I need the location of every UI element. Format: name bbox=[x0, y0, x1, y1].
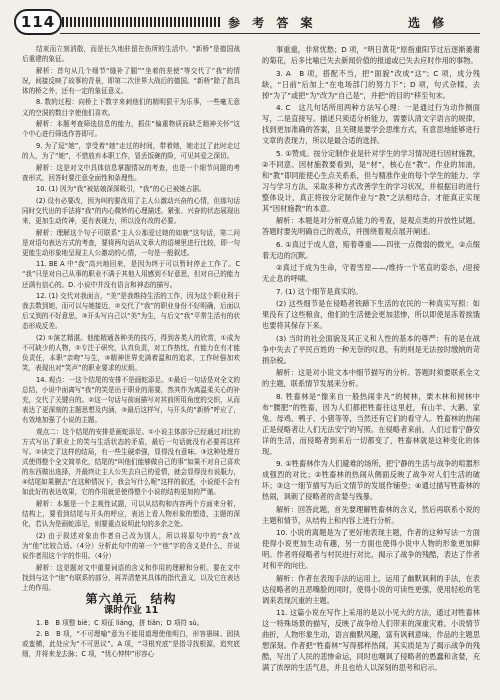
paragraph: 6. ①真过于成人意，赔着尊重——四张一点微弱的微光，②点缀着无边的沉默。 bbox=[262, 239, 480, 260]
paragraph: 观点二：这个结尾的安排是画蛇添足。①小说主体部分已经通过对比的方式写出了职业上的笑与生活状态的矛盾，最后一句话就没有必要再这样写。②读完了这样的结局，有一些生硬牵强，显得没有意味。③这种处理方式使得整个全文简单化，结尾的“叫他们能够做自己的事”如果不对自己喜欢的东西做出选择，并最终让主人公失去自己的爱情，就会显得没有说服力，④结尾如果删去“在这种情况下，我会写什么呢”这样的叙述，小说便不会有如此好的表达效果，它的作用就是使得整个小说的结构更加的严谨。 bbox=[22, 427, 240, 497]
page-header bbox=[0, 0, 500, 40]
paragraph: 解析：本题考查筛选信息的能力，抓住“偏重物质而缺乏精神关怀”这个中心进行筛选作答即可。 bbox=[22, 120, 240, 139]
paragraph: 解析：这是题对文中重要词语的含义和作用的理解和分析。要在文中找到与这个“他”有联系的部分，再弄清楚其具体的指代意义，以及它在表达上的作用。 bbox=[22, 563, 240, 592]
paragraph: 9. ①牲畜林作为人们避难的场所，把宁静的生活与战争的喧嚣形成强烈的对比；②牲畜林的热闹从侧面反映了战争对人们生活的破坏；③这一细节描写为后文情节的发展作铺垫；④通过描写牲畜林的热闹，讽刺了侵略者的贪婪与残暴。 bbox=[262, 459, 480, 501]
paragraph: 7. (1) 这个细节是真实的。 bbox=[276, 286, 363, 296]
paragraph: 解析：理解这个句子可联系“主人公那爱过她的如鹿”这句话，第二问是对语句表达方式的考查，要将两句话从文章大的语境里进行比较，即一句更能生动形象地呈现主人公激动的心情，一句是一般叙述。 bbox=[22, 228, 240, 257]
right-paragraphs bbox=[262, 44, 480, 673]
paragraph: 解析：这是对文中具体信息掌握情况的考查，也是一个细节问题的考查形式，回答时要注意全面性和条理性。 bbox=[22, 163, 240, 182]
page-number: 114 bbox=[20, 13, 56, 31]
paragraph: 3. A B 项，搭配不当，把“面貌”改成“这”；C 项，成分残缺，“日前”后加上“在电场部门的努力下”；D 项，句式杂糅，去掉“为了”或把“为”改为“自己是”，并把“的目的”移至句末。 bbox=[262, 68, 480, 100]
paragraph: 12. (1) 交代对我面言，“美”是我维持生活的工作，因为这个职业利于我去数到她，而可以与她接近，②交代了“我”的职业身份不好明确，后面以后又到的不好意思，③开头写自己以“美”为生，与后文“我”平常生活有的状态形成反差。 bbox=[22, 292, 240, 331]
paragraph: 解析：回答此题，首先要理解牲畜林的含义，然后再联系小说的主题和情节，从结构上和内容上进行分析。 bbox=[262, 504, 480, 525]
paragraph: (3) 当时的社会面貌及其正义和人性的基本的尊严：有的是在战争中失去了平民百姓的一种无奈的叹息，有的则是无法按时缴纳的苛捐杂税。 bbox=[262, 333, 480, 365]
left-column bbox=[22, 44, 240, 661]
paragraph: (2) 由于叙述对象由作者自己改为别人，所以将原句中的“我”改为“他”比较合适。（4分）分析此句中的第一个“他”字的含义是什么，并说说作者用这个字的作用。（4分） bbox=[22, 531, 240, 560]
paragraph: 2. B B 项，“不可理喻”意为不能用道理使他明白，形容愚昧、固执或蛮横，此处应为“不可思议”。A 项，“寻根究底”是指寻找根源，追究底细，并将来龙去脉；C 项，“忧心忡忡”形容心 bbox=[22, 630, 240, 659]
paragraph: 解析：这是对小说文本中细节描写的分析。答题时须要联系全文的主题，联系情节发展来分析。 bbox=[262, 368, 480, 388]
homework-title: 课时作业 11 bbox=[103, 604, 159, 616]
paragraph: ②真过于成为生命，守着雪原——/维持一个笔直的姿态，/迎接无止息的呼啸。 bbox=[262, 263, 480, 283]
paragraph: 解析：本题是对分析观点能力的考查，是观点类的开放性试题。答题时要先明确自己的观点，并围绕着观点展开阐述。 bbox=[262, 216, 480, 236]
paragraph: 5. ①赞成。按分定制作业是针对学生的学习情况进行因材施教，②不同意。因材施教要看到，是“材”，核心在“教”。作业的加油，和“教”即同能使心生点关系系，但与精准作业的每个学生的能力、学习与学习方法，采取多种方式改善学生的学习状况，并根据目的进行整体设计，真正将按分定制作业与“教”之法相结合，才能真正实现其“因材施教”的本意。 bbox=[262, 148, 480, 213]
paragraph: 11. 这篇小说在写作上采用的是以小见大的方法，通过对牲畜林这一特殊场景的描写，反映了战争给人们带来的深重灾难。小说情节曲折，人物形象生动，语言幽默风趣，富有讽刺意味，作品的主题思想深刻。作者把“牲畜林”写得那样热闹，其实质是为了揭示战争的残酷，写出了人民的悲惨命运，同时也嘲讽了侵略者的愚蠢和贪婪，充满了浓厚的生活气息，并且也给人以深刻的思考和启示。 bbox=[262, 608, 480, 672]
left-tail-paragraphs bbox=[22, 618, 240, 660]
paragraph: 11. BE A 中“我”高兴地回来，是因为终于可以暂时停止工作了。C “我”只是对自己从事的职业不满于其他人用感到不好意思，但对自己的能力还满有信心的。D. 小说中并没有语言和神态的描写。 bbox=[22, 260, 240, 289]
paragraph: 4. C 这几句话所用两种方法写心理：一是通过行为动作侧面写，二是直接写。描述只须适分析能力，需要认清文字语言的规律，找到更加准确的答案，且关键是要学会思维方式，有意思地能够进行文章的表现力，所以是最合适的选择。 bbox=[262, 103, 480, 145]
header-title: 参 考 答 案 bbox=[228, 16, 317, 30]
paragraph: (2) ①演艺精湛。他能精通各种美的技巧，得到各类人的欣赏，①成为不可缺少的人物，②专注于研究，认真负责，对工作热忱，有能力在有才能负责任，本职“亲吻”与生，③精神世界充满着温和的追求，工作时强加欢笑，表现出对“笑声”的职业要求的厌烦。 bbox=[22, 334, 240, 373]
paragraph: 解析：本题是一个主观性试题，可以从结构和内容两个方面来分析，结构上，要看到结尾与开头的呼应，表达上看人物形象的塑造，主题的深化，若认为是画蛇添足，则要重点说明此句的多余之处。 bbox=[22, 500, 240, 529]
paragraph: 结束而立刻消散，而是长久地驻留在伤所的生活中。“新桥”是德国战后重建的象征。 bbox=[22, 45, 240, 64]
paragraph: 8. 数的过程：向桥上下数字来刺他们的精明狠干为乐事，一些毫无意义的空洞的数目字使他们喜欢。 bbox=[22, 98, 240, 117]
right-column bbox=[262, 44, 480, 675]
page-number-badge bbox=[14, 9, 62, 35]
paragraph: 解析：首句从几个细节“缝补了腿”“坐着的差使”等交代了“我”的情况，间接反映了故事的背景，即第二次世界大战后的德国。“新桥”除了指具体的桥之外，还有一定的象征意义。 bbox=[22, 66, 240, 95]
header-subject: 选 修 bbox=[408, 16, 449, 30]
paragraph: 解析：作者在表现手法的运用上，运用了幽默讽刺的手法，在表达侵略者的丑恶嘴脸的同时，使得小说的可读性更强，使用轻松的笔调来表现沉重的主题。 bbox=[262, 573, 480, 605]
paragraph: 10. 小说的离题是为了更好地表现主题，作者的这种写法一方面使得小说更加生动有趣，另一方面也使得小说中人物的形象更加鲜明。作者将侵略者与村民进行对比，揭示了战争的残酷，表达了作者对和平的向往。 bbox=[262, 528, 480, 570]
paragraph: (2) 这些细节是在侵略者铁蹄下生活的农民的一种真实写照：如果没有了这些粮食，他们的生活便会更加悲惨，所以即使是冻着挨饿也要将其保存下来。 bbox=[262, 299, 480, 330]
paragraph: 1. B B 项整 biè；C 项征 liáng，拼 tiǎn；D 项符 sù。 bbox=[36, 618, 204, 627]
unit-title: 第六单元 结构 bbox=[85, 592, 177, 607]
paragraph: 9. 为了逗“她”，享受着“她”走过的时间，带着她，她走过了此时走过的人，为了“她”，不惜放弃本职工作，冒丢饭碗的险，可见其爱之深切。 bbox=[22, 141, 240, 160]
header-rule bbox=[60, 33, 480, 34]
left-paragraphs bbox=[22, 44, 240, 593]
paragraph: 10. (1) 因为“我”被姑娘深深吸引，“我”的心已被她占据。 bbox=[36, 185, 206, 194]
paragraph: (2) 设有必要改，因为叫的要改用了主人公激动兴奋的心情，但那句话同时交代出的手法将“我”的内心微妙的心理描述、紧张、兴奋的状态展现出来，更加生动传神，更有表现力，所以没有改的必要。 bbox=[22, 196, 240, 225]
paragraph: 14. 观点：一这个结尾的安排不是画蛇添足。①最后一句话是对全文的总结，小说中面离写“我”的笑是出于职业的需要，然其作为离温柔关心的补充，交代了关键自的。②这一句话与前面描写对其前所用角度的交织，从而表达了更深刻的主题思想及内涵，③最后这样写，与开头的“新桥”呼应了，有效地加强了小说的主题。 bbox=[22, 375, 240, 425]
paragraph: 事重重，非常忧愁；D 项，“明日黄花”原指重阳节过后逐渐萎谢的菊花，后多比喻已失去新闻价值的报道或已失去应时作用的事物。 bbox=[262, 45, 480, 65]
paragraph: 8. 牲畜林是“像来自一般热闹非凡”的树林，栗木林和树林中布“腰肥”的牲畜，因为人们都把牲畜往这里赶，有山羊、大鹅、家兔、母鸡、鸭子、小猪等等，当然还有它们的看守人。牲畜林的热闹正是侵略者让人们无法安宁的写照。在侵略者来前，人们过着宁静安详的生活，而侵略者到来后一切都变了，牲畜林就是这种变化的体现。 bbox=[262, 391, 480, 456]
header-hatch-decoration bbox=[62, 17, 222, 27]
